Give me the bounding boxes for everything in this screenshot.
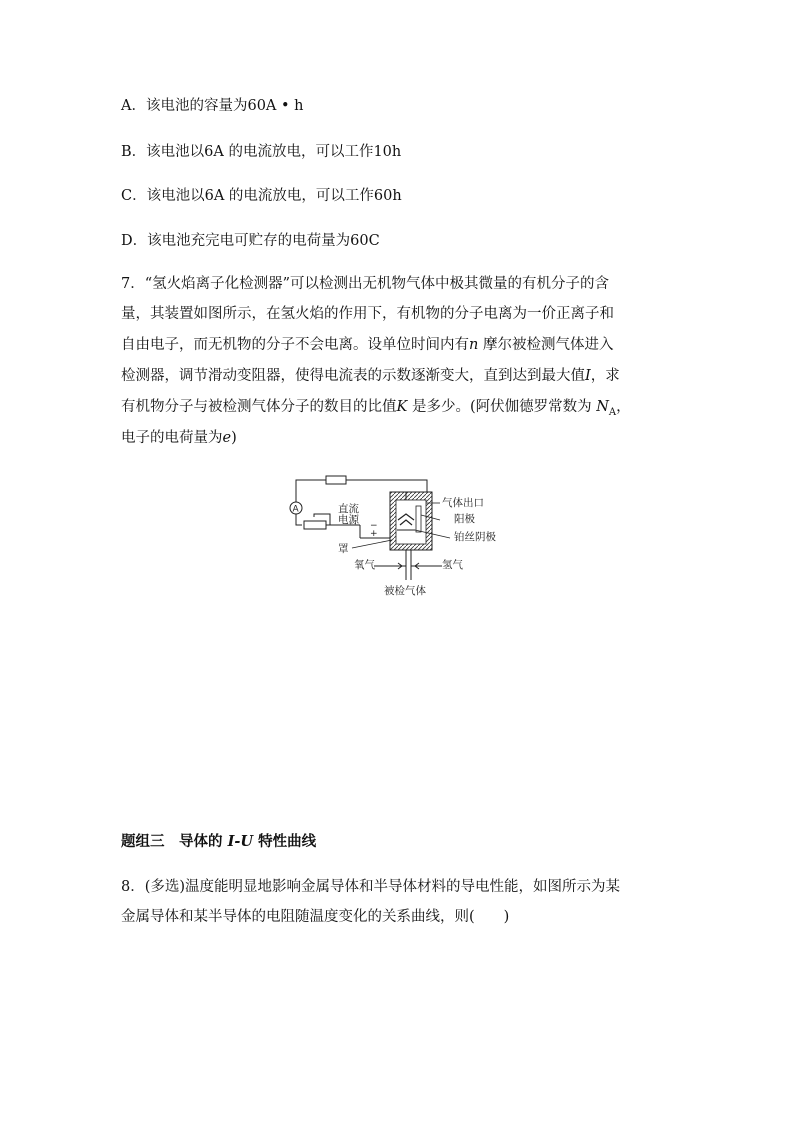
detector-cavity — [396, 500, 426, 544]
rheostat — [304, 521, 326, 529]
q7-l4-tail: ，求 — [590, 368, 620, 384]
q7-line-4 — [121, 366, 620, 386]
option-a: A．该电池的容量为60A • h — [121, 98, 304, 114]
q7-l6-tail: ) — [231, 430, 237, 446]
ammeter-label: A — [292, 504, 299, 515]
power-label-2: 电源 — [338, 514, 359, 526]
anode-plate — [416, 506, 421, 532]
q8-line-2: 金属导体和某半导体的电阻随温度变化的关系曲线，则( ) — [121, 909, 510, 925]
resistor — [326, 476, 346, 484]
section-prefix: 题组三 导体的 — [121, 833, 228, 850]
minus-sign: − — [370, 521, 378, 531]
q7-l5-text: 有机物分子与被检测气体分子的数目的比值 — [121, 399, 397, 415]
section-suffix: 特性曲线 — [253, 833, 317, 850]
q7-line-3 — [121, 335, 613, 355]
var-e: e — [222, 430, 232, 446]
oxygen-label: 氧气 — [354, 559, 375, 571]
cover-label: 罩 — [338, 543, 349, 555]
detector-diagram — [282, 470, 512, 605]
option-b: B．该电池以6A 的电流放电，可以工作10h — [121, 144, 402, 160]
plus-sign: + — [370, 529, 378, 539]
q7-l4-text: 检测器，调节滑动变阻器，使得电流表的示数逐渐变大，直到达到最大值 — [121, 368, 585, 384]
hydrogen-label: 氢气 — [442, 559, 463, 571]
var-k: K — [396, 399, 408, 415]
q7-l5-mid: 是多少。(阿伏伽德罗常数为 — [407, 399, 597, 415]
var-na: N — [596, 399, 609, 415]
gas-outlet-label: 气体出口 — [442, 497, 484, 509]
q7-l5-tail: ， — [616, 399, 631, 415]
q8-line-1: 8．(多选)温度能明显地影响金属导体和半导体材料的导电性能，如图所示为某 — [121, 879, 621, 895]
option-c: C．该电池以6A 的电流放电，可以工作60h — [121, 188, 402, 204]
cover-leader — [352, 540, 392, 548]
q7-line-1: 7．“氢火焰离子化检测器”可以检测出无机物气体中极其微量的有机分子的含 — [121, 276, 610, 292]
cathode-label: 铂丝阴极 — [454, 531, 496, 543]
var-na-sub: A — [608, 406, 617, 418]
q7-line-5 — [121, 397, 631, 423]
option-d: D．该电池充完电可贮存的电荷量为60C — [121, 233, 380, 249]
q7-line-2: 量，其装置如图所示，在氢火焰的作用下，有机物的分子电离为一价正离子和 — [121, 306, 614, 322]
power-label-1: 直流 — [338, 503, 359, 515]
q7-l3-text: 自由电子，而无机物的分子不会电离。设单位时间内有 — [121, 337, 469, 353]
var-n: n — [469, 337, 479, 353]
section-title — [121, 832, 316, 852]
var-i: I — [585, 368, 591, 384]
q7-line-6 — [121, 428, 237, 448]
q7-l3-tail: 摩尔被检测气体进入 — [478, 337, 614, 353]
anode-label: 阳极 — [454, 513, 475, 525]
q7-l6-text: 电子的电荷量为 — [121, 430, 223, 446]
sample-gas-label: 被检气体 — [384, 585, 426, 597]
section-var: I-U — [227, 833, 254, 850]
